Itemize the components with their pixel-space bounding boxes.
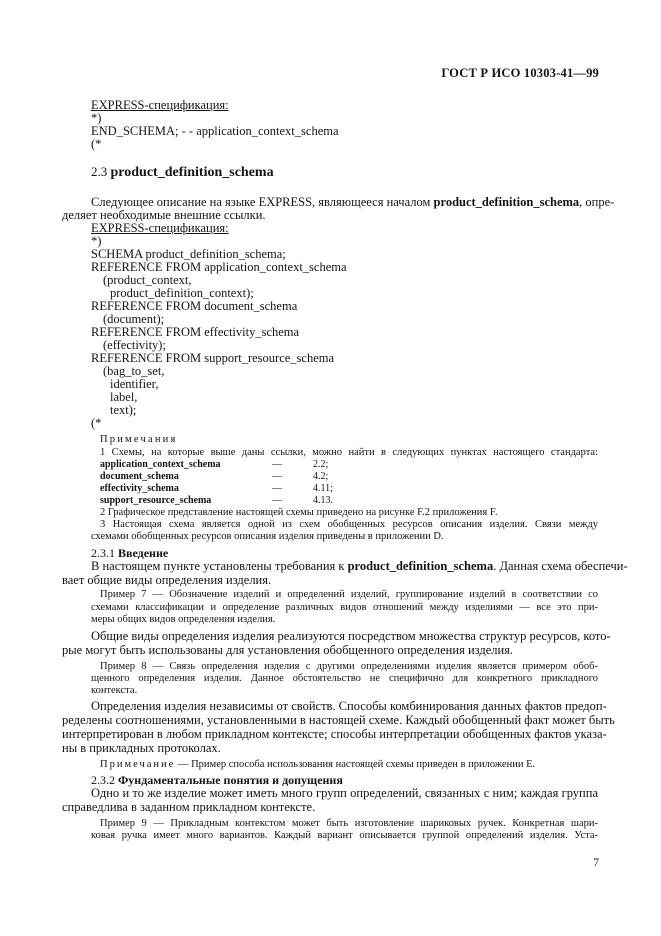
para-2-3-2-a: Одно и то же изделие может иметь много групп определений, связанных с ним; каждая группа	[91, 786, 598, 800]
intro-line-1: Следующее описание на языке EXPRESS, являющееся началом product_definition_schema, опре-	[91, 195, 615, 209]
section-heading	[91, 164, 274, 181]
example-8: Пример 8 — Связь определения изделия с другими определениями изделия является примером обоб-	[100, 661, 598, 672]
para-2-3-1-b: Общие виды определения изделия реализуются посредством множества структур ресурсов, кото-	[91, 629, 611, 643]
express-spec-label: EXPRESS-спецификация:	[91, 221, 229, 235]
para-2-3-1-b-cont: рые могут быть использованы для установления обобщенного определения изделия.	[62, 643, 514, 657]
notes-title: Примечания	[100, 434, 178, 445]
para-2-3-1-c-l2: ределены соотношениями, установленными в настоящей схеме. Каждый обобщенный факт может быть	[62, 713, 615, 727]
code-line: identifier,	[110, 377, 159, 391]
example-8-cont: щенного определения изделия. Данное обстоятельство не специфично для конкретного прикладного	[91, 673, 598, 684]
code-line: (product_context,	[103, 273, 192, 287]
reference-row: application_context_schema — 2.2;	[100, 459, 329, 470]
code-line: END_SCHEMA; - - application_context_schema	[91, 124, 339, 138]
subsection-title: Введение	[118, 546, 169, 560]
para-2-3-1-c-l4: ны в прикладных протоколах.	[62, 741, 221, 755]
page-number: 7	[593, 857, 599, 869]
reference-row: document_schema — 4.2;	[100, 471, 329, 482]
note-1: 1 Схемы, на которые выше даны ссылки, можно найти в следующих пунктах настоящего стандарта:	[100, 447, 598, 458]
para-2-3-1-c-l3: интерпретирован в любом прикладном контексте; способы интерпретации обобщенных фактов указа-	[62, 727, 607, 741]
code-line: text);	[110, 403, 137, 417]
code-line: (effectivity);	[103, 338, 166, 352]
section-number: 2.3	[91, 164, 108, 179]
intro-line-2: деляет необходимые внешние ссылки.	[62, 208, 266, 222]
example-8-end: контекста.	[91, 685, 138, 696]
express-spec-label: EXPRESS-спецификация:	[91, 98, 229, 112]
example-9-cont: ковая ручка имеет много вариантов. Каждый вариант описывается группой определений изделия. Уста-	[91, 830, 598, 841]
code-line: *)	[91, 111, 102, 125]
reference-row: effectivity_schema — 4.11;	[100, 483, 333, 494]
example-9: Пример 9 — Прикладным контекстом может быть изготовление шариковых ручек. Конкретная шари-	[100, 818, 598, 829]
subsection-title: Фундаментальные понятия и допущения	[118, 773, 343, 787]
code-line: REFERENCE FROM effectivity_schema	[91, 325, 300, 339]
example-7: Пример 7 — Обозначение изделий и определений изделий, группирование изделий в соответствии со	[100, 589, 598, 600]
code-line: (*	[91, 416, 102, 430]
reference-table	[100, 459, 360, 507]
note-3-cont: схемами обобщенных ресурсов описания изделия приведены в приложении D.	[91, 531, 444, 542]
code-line: (*	[91, 137, 102, 151]
note-2-3-1: Примечание — Пример способа использования настоящей схемы приведен в приложении E.	[100, 759, 536, 770]
example-7-end: меры общих видов определения изделия.	[91, 614, 276, 625]
para-2-3-2-a-cont: справедлива в заданном прикладном контексте.	[62, 800, 316, 814]
subsection-number: 2.3.2	[91, 773, 115, 787]
code-line: SCHEMA product_definition_schema;	[91, 247, 286, 261]
express-block-end	[91, 99, 339, 151]
code-line: (document);	[103, 312, 165, 326]
code-line: (bag_to_set,	[103, 364, 165, 378]
note-2: 2 Графическое представление настоящей схемы приведено на рисунке F.2 приложения F.	[100, 507, 498, 518]
reference-row: support_resource_schema — 4.13.	[100, 495, 333, 506]
code-line: *)	[91, 234, 102, 248]
code-line: label,	[110, 390, 138, 404]
section-title: product_definition_schema	[110, 165, 274, 180]
code-line: REFERENCE FROM support_resource_schema	[91, 351, 335, 365]
example-7-cont: схемами классификации и определение различных видов отношений между изделиями — все это при-	[91, 602, 598, 613]
code-line: REFERENCE FROM application_context_schema	[91, 260, 347, 274]
subsection-number: 2.3.1	[91, 546, 115, 560]
document-code-header: ГОСТ Р ИСО 10303-41—99	[441, 66, 599, 80]
para-2-3-1-a-cont: вает общие виды определения изделия.	[62, 573, 272, 587]
code-line: REFERENCE FROM document_schema	[91, 299, 298, 313]
para-2-3-1-c: Определения изделия независимы от свойств. Способы комбинирования данных фактов предоп-	[91, 699, 607, 713]
code-line: product_definition_context);	[110, 286, 254, 300]
express-block-schema	[91, 222, 347, 430]
note-3: 3 Настоящая схема является одной из схем обобщенных ресурсов описания изделия. Связи между	[100, 519, 598, 530]
para-2-3-1-a: В настоящем пункте установлены требования к product_definition_schema. Данная схема обеспечи-	[91, 559, 628, 573]
